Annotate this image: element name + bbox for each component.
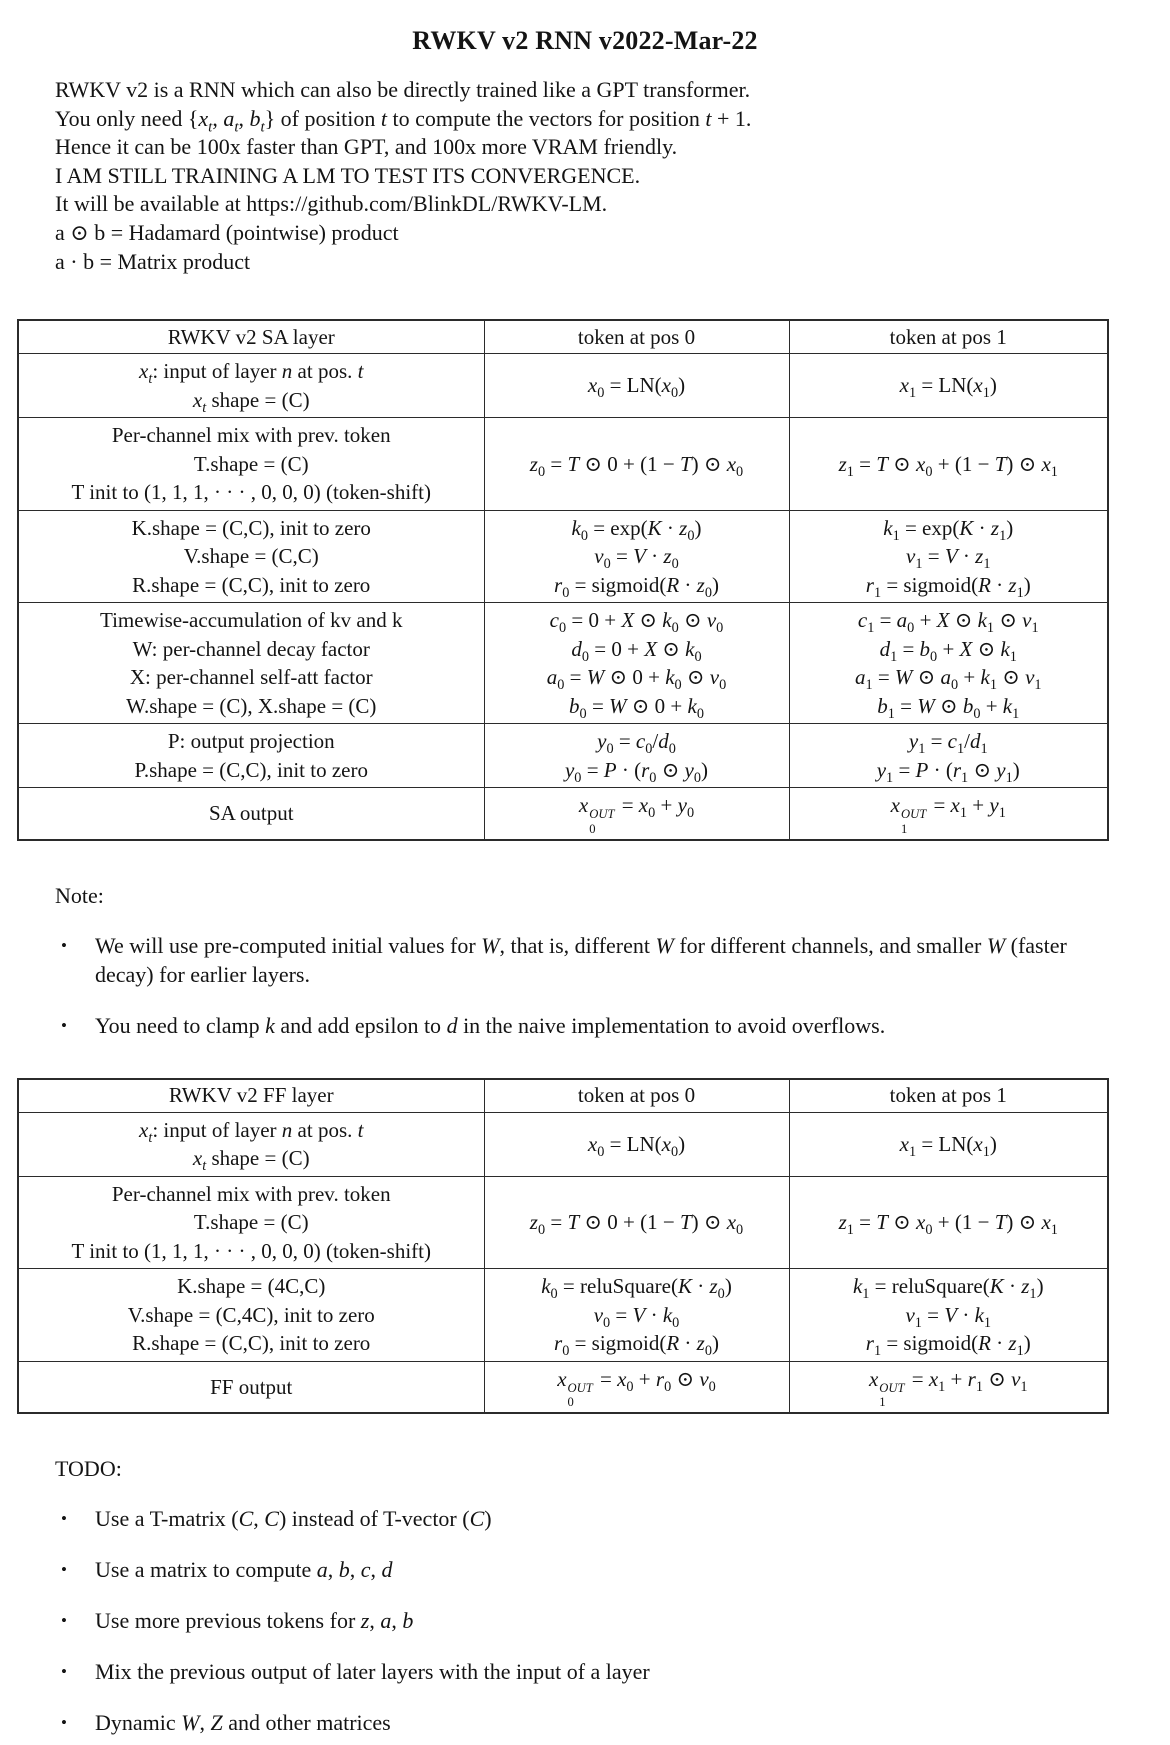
ff-input-pos0-cell: $x_0 = LN(x_0)$ (484, 1112, 789, 1176)
ff-output-pos0-cell: x OUT 0 = $x_0 + r_0$ ⊙ $v_0$ (484, 1361, 789, 1413)
sa-mix-pos0-cell: $z_0 = T$ ⊙ 0 + (1 − T) ⊙ $x_0$ (484, 418, 789, 511)
sa-accum-pos0-cell: $c_0 = 0 + X$ ⊙ $k_0$ ⊙ $v_0$ $d_0 = 0 + X$ ⊙ $k_0$ $a_0 = W$ ⊙ $0 + k_0$ ⊙ $v_0$ $b_0 = W$ ⊙ $0 + k_0$ (484, 603, 789, 724)
sa-kvr-pos0-cell: $k_0 = \exp(K \cdot z_0)$ $v_0 = V \cdot z_0$ $r_0$ = sigmoid(R · $z_0$) (484, 510, 789, 603)
intro-line-speed: Hence it can be 100x faster than GPT, and 100x more VRAM friendly. (55, 134, 678, 160)
todo-item-mix-output: • Mix the previous output of later layers with the input of a layer (95, 1657, 1130, 1686)
sa-accum-desc-cell: Timewise-accumulation of kv and k W: per-channel decay factor X: per-channel self-att factor W.shape = (C), X.shape = (C) (18, 603, 484, 724)
sa-row-kvr (18, 510, 1108, 603)
sa-layer-table (17, 319, 1109, 840)
sa-input-pos1-cell: $x_1 = LN(x_1)$ (789, 354, 1108, 418)
sa-input-desc-cell: $x_t$: input of layer n at pos. t $x_t$ shape = (C) (18, 354, 484, 418)
ff-input-pos1-cell: $x_1 = LN(x_1)$ (789, 1112, 1108, 1176)
sa-accum-pos1-cell: $c_1 = a_0 + X$ ⊙ $k_1$ ⊙ $v_1$ $d_1 = b_0 + X$ ⊙ $k_1$ $a_1 = W$ ⊙ $a_0 + k_1$ ⊙ $v_1$ $b_1 = W$ ⊙ $b_0 + k_1$ (789, 603, 1108, 724)
ff-row-kvr (18, 1269, 1108, 1362)
sa-row-token-mix (18, 418, 1108, 511)
note-item-precomputed-w: • We will use pre-computed initial values for W, that is, different W for different channels, and smaller W (faster decay) for earlier layers. (95, 931, 1130, 989)
todo-item-dynamic-w: • Dynamic W, Z and other matrices (95, 1708, 1130, 1737)
ff-header-pos1: token at pos 1 (789, 1079, 1108, 1113)
ff-kvr-desc-cell: K.shape = (4C,C) V.shape = (C,4C), init to zero R.shape = (C,C), init to zero (18, 1269, 484, 1362)
intro-line-matrix-def: a · b = Matrix product (55, 248, 251, 274)
intro-line-availability-url: It will be available at https://github.com/BlinkDL/RWKV-LM. (55, 191, 608, 217)
ff-row-token-mix (18, 1176, 1108, 1269)
sa-proj-pos1-cell: $y_1 = c_1/d_1$ $y_1 = P \cdot (r_1$ ⊙ $y_1$) (789, 724, 1108, 788)
todo-list (0, 1504, 1170, 1737)
ff-layer-table (17, 1078, 1109, 1414)
sa-output-pos0-cell: x OUT 0 = $x_0 + y_0$ (484, 788, 789, 840)
ff-input-desc-cell: $x_t$: input of layer n at pos. t $x_t$ shape = (C) (18, 1112, 484, 1176)
todo-item-previous-tokens: • Use more previous tokens for z, a, b (95, 1606, 1130, 1635)
sa-row-accumulation (18, 603, 1108, 724)
page-title: RWKV v2 RNN v2022-Mar-22 (412, 26, 758, 55)
ff-output-pos1-cell: x OUT 1 = $x_1 + r_1$ ⊙ $v_1$ (789, 1361, 1108, 1413)
intro-paragraph (55, 76, 1170, 276)
sa-header-pos0: token at pos 0 (484, 320, 789, 354)
ff-header-pos0: token at pos 0 (484, 1079, 789, 1113)
note-item-clamp-k: • You need to clamp k and add epsilon to d in the naive implementation to avoid overflows. (95, 1011, 1130, 1040)
ff-kvr-pos0-cell: $k_0$ = reluSquare(K · $z_0$) $v_0 = V \cdot k_0$ $r_0$ = sigmoid(R · $z_0$) (484, 1269, 789, 1362)
ff-kvr-pos1-cell: $k_1$ = reluSquare(K · $z_1$) $v_1 = V \cdot k_1$ $r_1$ = sigmoid(R · $z_1$) (789, 1269, 1108, 1362)
ff-mix-desc-cell: Per-channel mix with prev. token T.shape = (C) T init to (1, 1, 1, · · · , 0, 0, 0) (token-shift) (18, 1176, 484, 1269)
ff-row-input (18, 1112, 1108, 1176)
intro-line-training: I AM STILL TRAINING A LM TO TEST ITS CONVERGENCE. (55, 162, 641, 188)
sa-output-pos1-cell: x OUT 1 = $x_1 + y_1$ (789, 788, 1108, 840)
sa-output-desc-cell: SA output (18, 788, 484, 840)
ff-header-layer: RWKV v2 FF layer (18, 1079, 484, 1113)
sa-proj-pos0-cell: $y_0 = c_0/d_0$ $y_0 = P \cdot (r_0$ ⊙ $y_0$) (484, 724, 789, 788)
note-list (0, 931, 1170, 1040)
sa-kvr-desc-cell: K.shape = (C,C), init to zero V.shape = (C,C) R.shape = (C,C), init to zero (18, 510, 484, 603)
sa-header-pos1: token at pos 1 (789, 320, 1108, 354)
sa-row-output (18, 788, 1108, 840)
sa-mix-pos1-cell: $z_1 = T$ ⊙ $x_0 + (1 - T)$ ⊙ $x_1$ (789, 418, 1108, 511)
ff-row-output (18, 1361, 1108, 1413)
todo-item-t-matrix: • Use a T-matrix (C, C) instead of T-vector (C) (95, 1504, 1130, 1533)
ff-header-row (18, 1079, 1108, 1113)
todo-item-matrix-abcd: • Use a matrix to compute a, b, c, d (95, 1555, 1130, 1584)
ff-mix-pos1-cell: $z_1 = T$ ⊙ $x_0 + (1 - T)$ ⊙ $x_1$ (789, 1176, 1108, 1269)
sa-header-row (18, 320, 1108, 354)
intro-line-overview: RWKV v2 is a RNN which can also be directly trained like a GPT transformer. (55, 77, 751, 102)
intro-line-hadamard-def: a ⊙ b = Hadamard (pointwise) product (55, 219, 399, 245)
intro-line-positions: You only need {$x_t$, $a_t$, $b_t$} of position t to compute the vectors for position t + 1. (55, 105, 752, 135)
sa-kvr-pos1-cell: $k_1 = \exp(K \cdot z_1)$ $v_1 = V \cdot z_1$ $r_1$ = sigmoid(R · $z_1$) (789, 510, 1108, 603)
sa-row-projection (18, 724, 1108, 788)
sa-proj-desc-cell: P: output projection P.shape = (C,C), init to zero (18, 724, 484, 788)
sa-input-pos0-cell: $x_0 = LN(x_0)$ (484, 354, 789, 418)
note-heading: Note: (55, 882, 104, 908)
ff-output-desc-cell: FF output (18, 1361, 484, 1413)
sa-mix-desc-cell: Per-channel mix with prev. token T.shape = (C) T init to (1, 1, 1, · · · , 0, 0, 0) (token-shift) (18, 418, 484, 511)
sa-row-input (18, 354, 1108, 418)
ff-mix-pos0-cell: $z_0 = T$ ⊙ 0 + (1 − T) ⊙ $x_0$ (484, 1176, 789, 1269)
sa-header-layer: RWKV v2 SA layer (18, 320, 484, 354)
todo-heading: TODO: (55, 1456, 122, 1482)
